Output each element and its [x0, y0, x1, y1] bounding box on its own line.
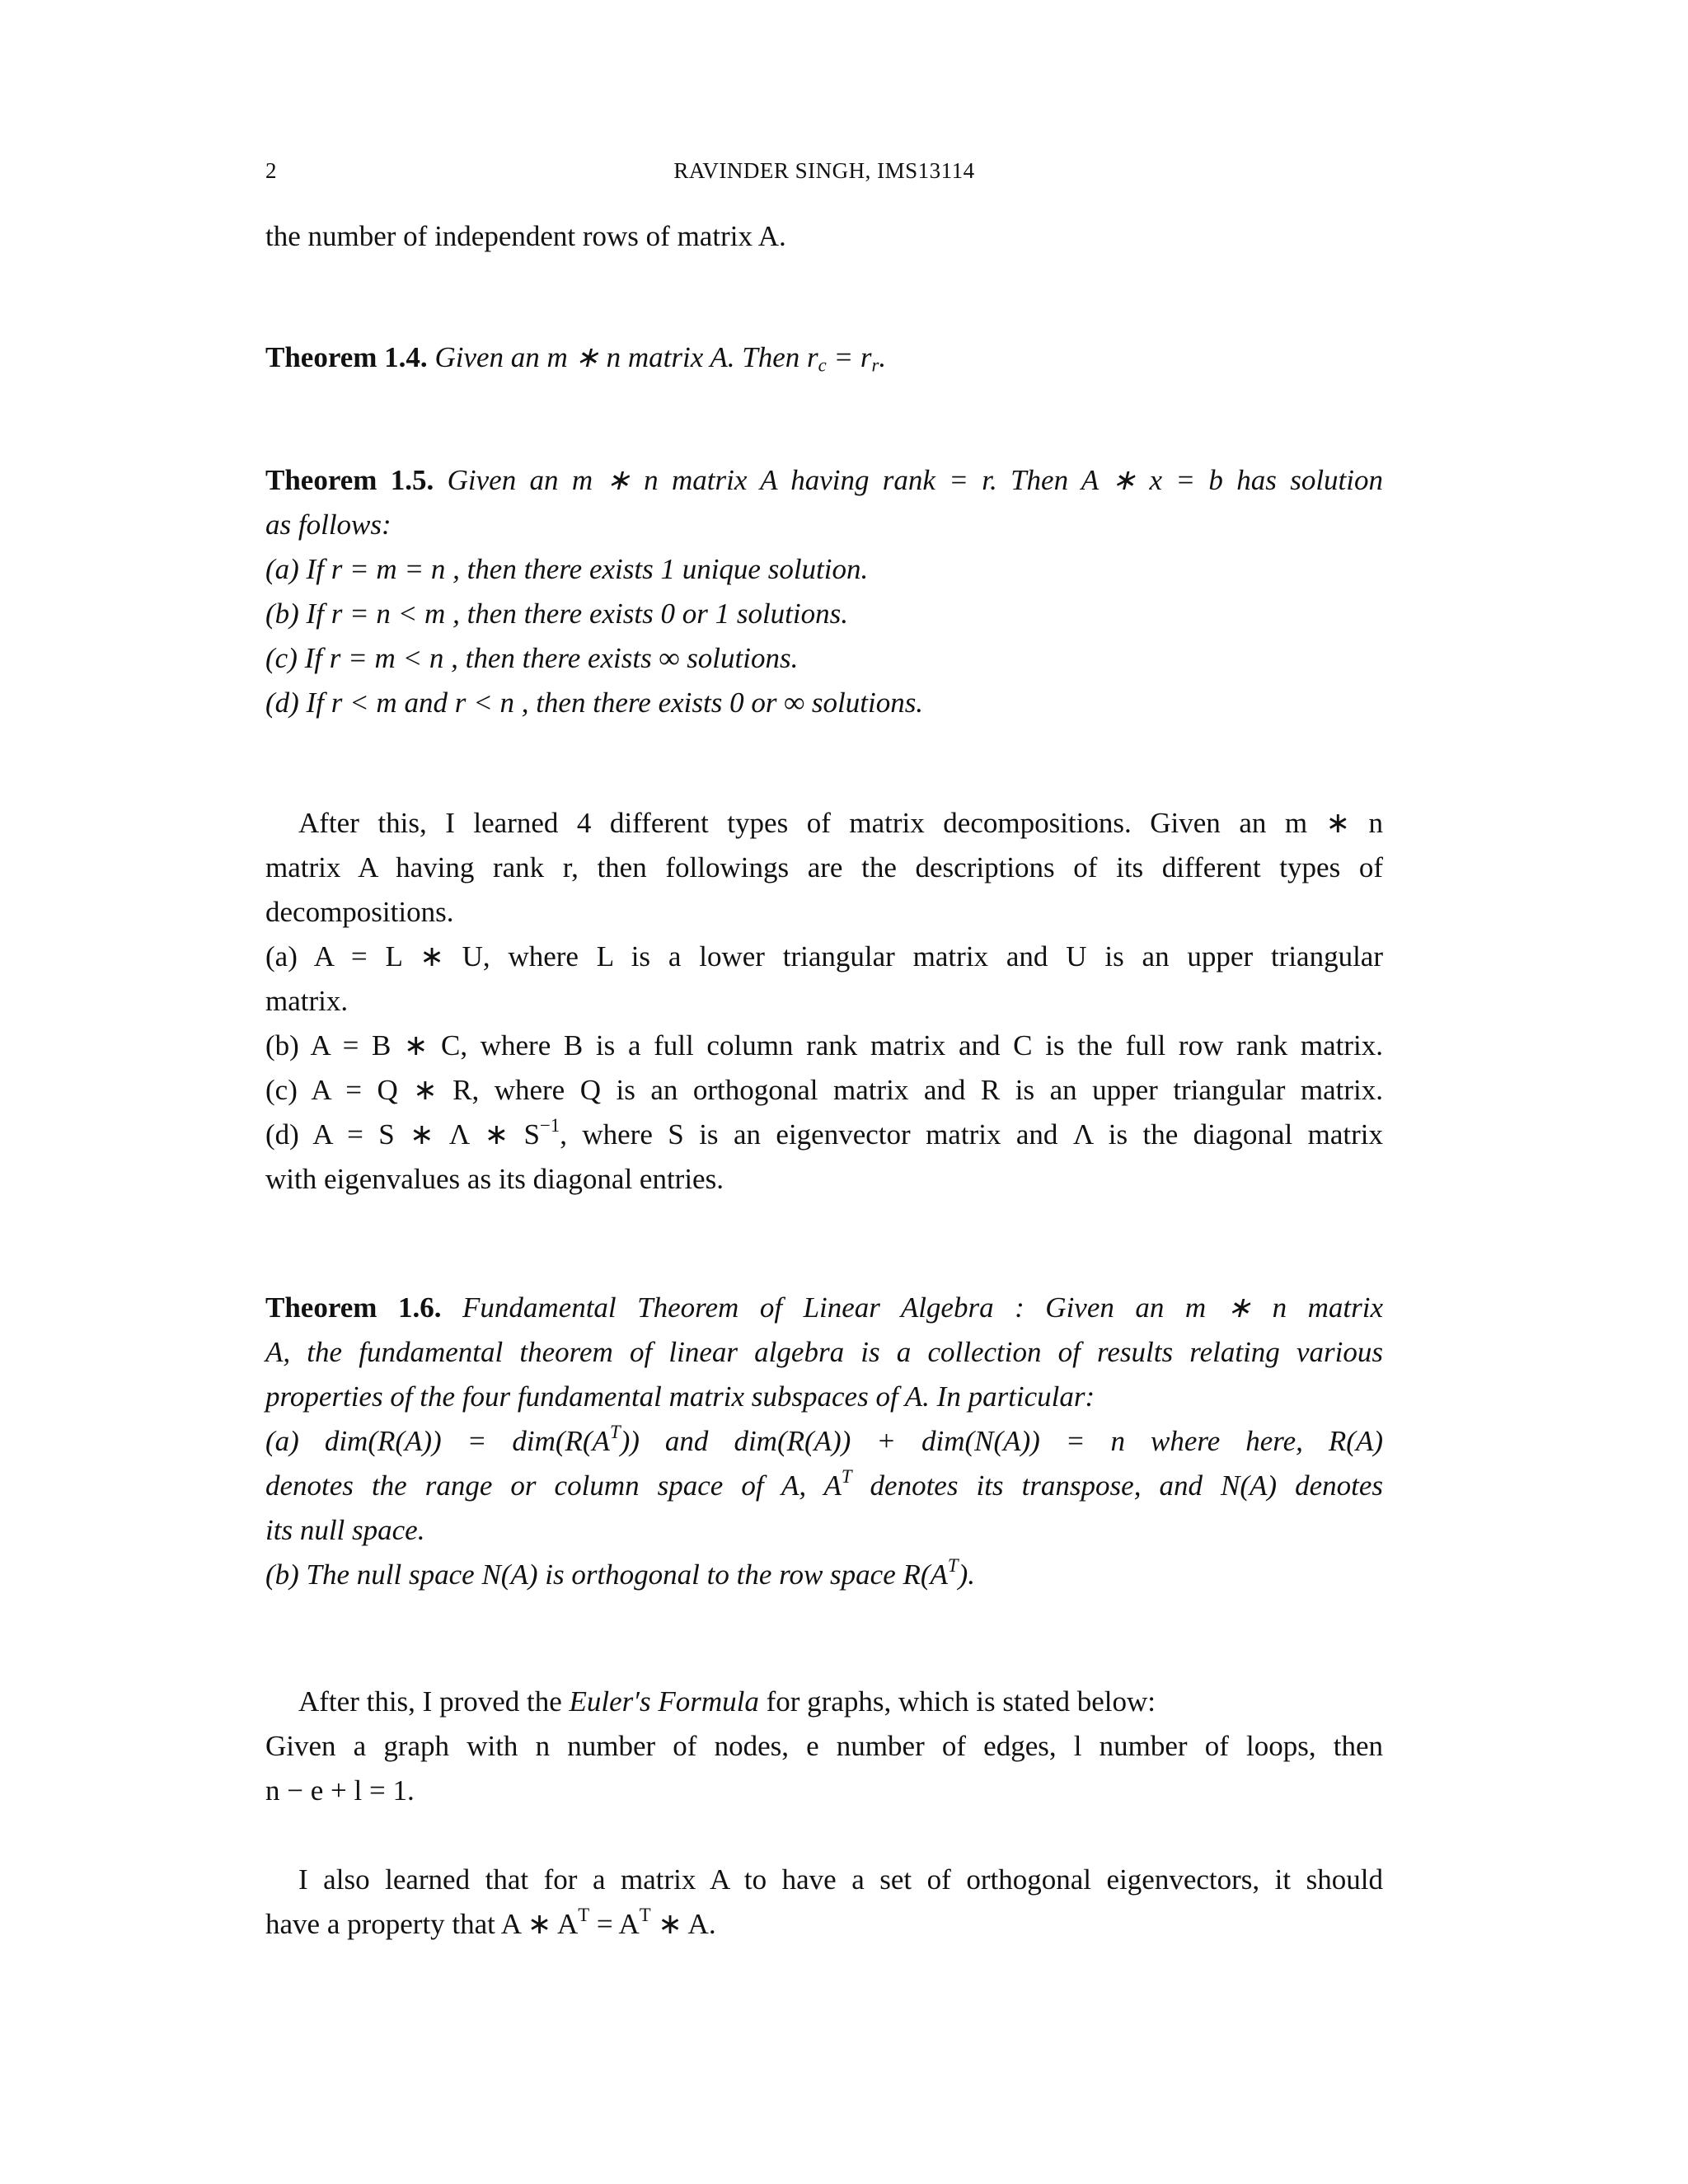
theorem-1-6-item-a: (a) $dim(R(A)) = dim(R(A^T))$ and dim(R(A)) + dim(N(A)) = n where here, R(A): [265, 1422, 1383, 1457]
eigen-line-1: I also learned that for a matrix A to have a set of orthogonal eigenvectors, it should: [298, 1863, 1383, 1896]
euler-paragraph: [265, 1680, 1383, 1813]
theorem-1-5-item-a: (a) If r = m = n , then there exists 1 unique solution.: [265, 553, 869, 585]
page-number: 2: [265, 158, 277, 183]
theorem-1-6-item-b: (b) The null space N(A) is orthogonal to the row space $R(A^T)$.: [265, 1555, 975, 1591]
euler-line-1: After this, I proved the Euler′s Formula for graphs, which is stated below:: [298, 1685, 1156, 1718]
page-header: [265, 158, 1383, 191]
euler-line-2: Given a graph with n number of nodes, e number of edges, l number of loops, then: [265, 1730, 1383, 1762]
theorem-1-5-line2: as follows:: [265, 509, 392, 541]
theorem-1-5-line1: Given an m ∗ n matrix A having rank = r. Then A ∗ x = b has solution: [447, 464, 1383, 496]
theorem-1-6-line1: Fundamental Theorem of Linear Algebra : Given an m ∗ n matrix: [462, 1291, 1384, 1324]
eigen-paragraph: [265, 1858, 1383, 1947]
theorem-1-6-line2: A, the fundamental theorem of linear algebra is a collection of results relating various: [265, 1336, 1383, 1368]
decomp-last-line: with eigenvalues as its diagonal entries.: [265, 1163, 724, 1195]
theorem-1-5: [265, 458, 1383, 725]
theorem-1-4: [265, 335, 1383, 380]
theorem-1-6: [265, 1286, 1383, 1597]
theorem-1-5-item-b: (b) If r = n < m , then there exists 0 or 1 solutions.: [265, 598, 848, 630]
decomp-item-a-cont: matrix.: [265, 985, 349, 1017]
decomp-line-3: decompositions.: [265, 896, 454, 928]
euler-formula-name: Euler′s Formula: [569, 1685, 759, 1718]
eigen-line-2: have a property that A ∗ $A^T = A^T$ ∗ A.: [265, 1905, 716, 1940]
theorem-1-5-item-c: (c) If r = m < n , then there exists ∞ solutions.: [265, 642, 799, 674]
decomp-item-b: (b) A = B ∗ C, where B is a full column rank matrix and C is the full row rank matrix.: [265, 1029, 1383, 1062]
theorem-1-5-item-d: (d) If r < m and r < n , then there exists 0 or ∞ solutions.: [265, 687, 924, 719]
theorem-1-6-line3: properties of the four fundamental matrix subspaces of A. In particular:: [265, 1380, 1095, 1413]
decomp-item-c: (c) A = Q ∗ R, where Q is an orthogonal matrix and R is an upper triangular matrix.: [265, 1074, 1383, 1106]
decomp-line-1: After this, I learned 4 different types of matrix decompositions. Given an m ∗ n: [298, 807, 1383, 839]
decomp-line-2: matrix A having rank r, then followings are the descriptions of its different types of: [265, 851, 1383, 883]
theorem-1-4-label: Theorem 1.4.: [265, 341, 428, 373]
theorem-1-4-text: Given an m ∗ n matrix A. Then $r_c = r_r$.: [434, 341, 887, 376]
decompositions-paragraph: [265, 801, 1383, 1202]
theorem-1-6-item-a-cont: denotes the range or column space of A, $A^T$ denotes its transpose, and N(A) denotes: [265, 1466, 1383, 1502]
running-head: RAVINDER SINGH, IMS13114: [673, 158, 975, 183]
intro-line: the number of independent rows of matrix A.: [265, 220, 786, 252]
decomp-item-a: (a) A = L ∗ U, where L is a lower triangular matrix and U is an upper triangular: [265, 940, 1383, 972]
theorem-1-6-null-space: its null space.: [265, 1514, 425, 1546]
decomp-item-d: (d) A = S ∗ Λ ∗ $S^{-1}$, where S is an eigenvector matrix and Λ is the diagonal matrix: [265, 1115, 1383, 1151]
theorem-1-6-label: Theorem 1.6.: [265, 1291, 442, 1324]
theorem-1-5-label: Theorem 1.5.: [265, 464, 434, 496]
euler-line-3: n − e + l = 1.: [265, 1774, 415, 1807]
intro-paragraph: [265, 214, 1383, 259]
